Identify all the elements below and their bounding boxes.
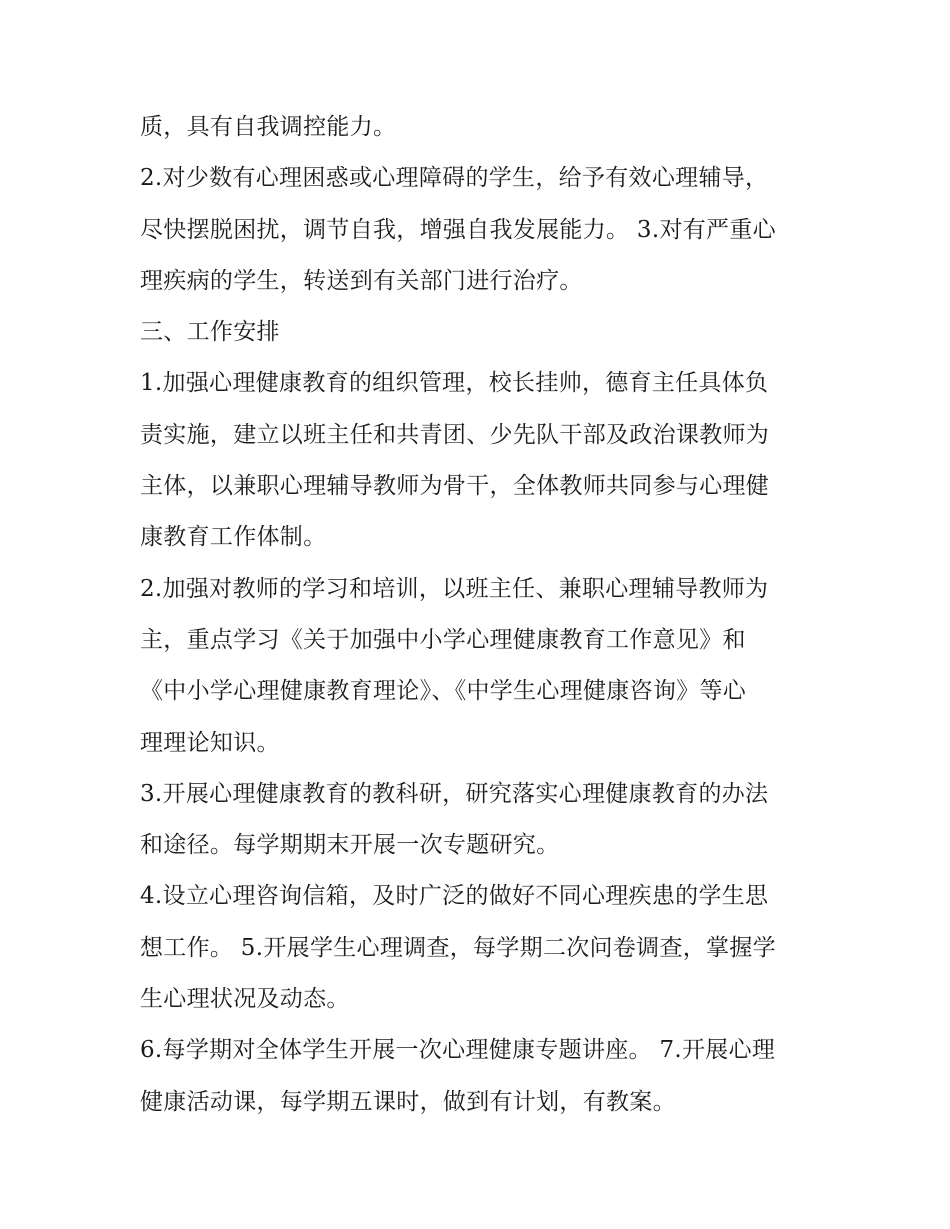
text-line: 1.加强心理健康教育的组织管理，校长挂帅，德育主任具体负 [140, 370, 769, 397]
text-line: 康教育工作体制。 [140, 524, 327, 551]
text-line: 责实施，建立以班主任和共青团、少先队干部及政治课教师为 [140, 421, 770, 448]
text-line: 想工作。 5.开展学生心理调查，每学期二次问卷调查，掌握学 [140, 934, 776, 961]
text-line: 2.对少数有心理困惑或心理障碍的学生，给予有效心理辅导， [140, 165, 769, 192]
text-line: 质，具有自我调控能力。 [140, 114, 397, 140]
text-line: 健康活动课，每学期五课时，做到有计划，有教案。 [140, 1088, 676, 1115]
text-line: 《中小学心理健康教育理论》、《中学生心理健康咨询》等心 [140, 678, 747, 705]
text-line: 主体，以兼职心理辅导教师为骨干，全体教师共同参与心理健 [140, 473, 770, 500]
text-line: 6.每学期对全体学生开展一次心理健康专题讲座。 7.开展心理 [140, 1037, 776, 1064]
text-line: 尽快摆脱困扰，调节自我，增强自我发展能力。 3.对有严重心 [140, 216, 776, 243]
text-line: 主，重点学习《关于加强中小学心理健康教育工作意见》和 [140, 626, 746, 653]
text-line: 4.设立心理咨询信箱，及时广泛的做好不同心理疾患的学生思 [140, 883, 769, 910]
text-line: 3.开展心理健康教育的教科研，研究落实心理健康教育的办法 [140, 780, 769, 807]
text-line: 理理论知识。 [140, 729, 280, 756]
section-heading: 三、工作安排 [140, 319, 280, 346]
text-line: 和途径。每学期期末开展一次专题研究。 [140, 832, 560, 859]
text-line: 生心理状况及动态。 [140, 986, 350, 1013]
text-line: 理疾病的学生，转送到有关部门进行治疗。 [140, 267, 583, 294]
text-line: 2.加强对教师的学习和培训，以班主任、兼职心理辅导教师为 [140, 575, 769, 602]
